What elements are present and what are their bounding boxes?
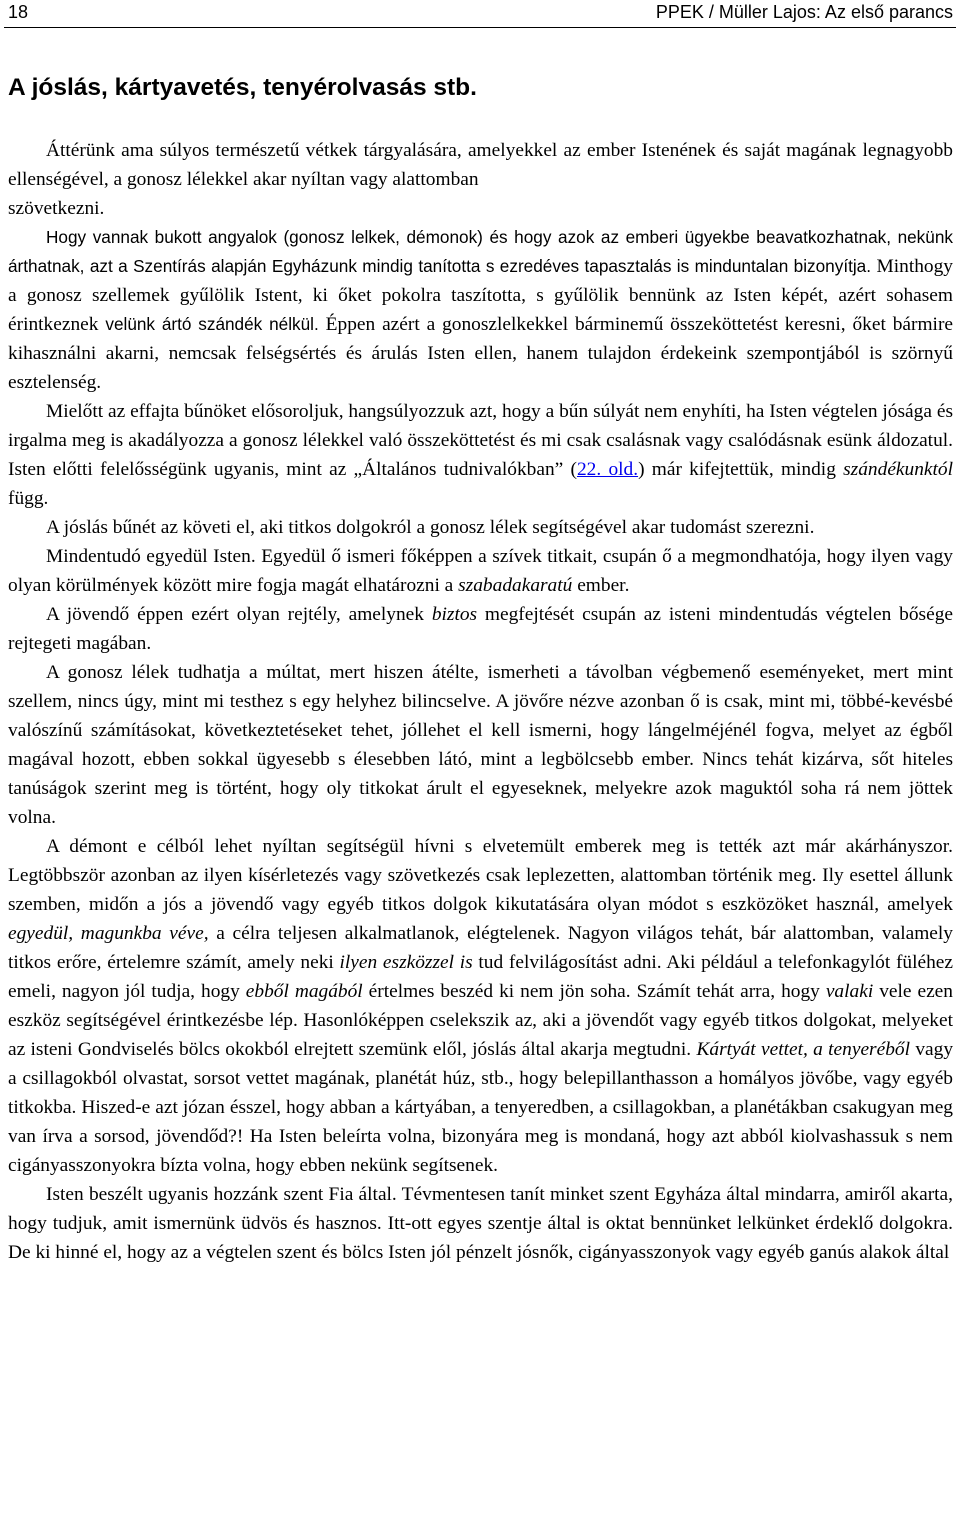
header-divider [4, 27, 956, 28]
paragraph-1: Áttérünk ama súlyos természetű vétkek tárgyalására, amelyekkel az ember Istenének és saját magának legnagyobb ellenségével, a gonosz lélekkel akar nyíltan vagy alattomban [8, 140, 953, 190]
paragraph-5: Mindentudó egyedül Isten. Egyedül ő ismeri főképpen a szívek titkait, csupán ő a megmondhatója, hogy ilyen vagy olyan körülmények között mire fogja magát elhatározni a szabadakaratú ember. [8, 546, 953, 596]
page-header [0, 0, 960, 26]
paragraph-9: Isten beszélt ugyanis hozzánk szent Fia által. Tévmentesen tanít minket szent Egyháza által mindarra, amiről akarta, hogy tudjuk, amit ismernünk üdvös és hasznos. Itt-ott egyes szentje által is oktat bennünket lelkünket érdeklő dolgokra. De ki hinné el, hogy az a végtelen szent és bölcs Isten jól pénzelt jósnők, cigányasszonyok vagy egyéb ganús alakok által [8, 1184, 953, 1263]
paragraph-6: A jövendő éppen ezért olyan rejtély, amelynek biztos megfejtését csupán az isteni mindentudás végtelen bősége rejtegeti magában. [8, 604, 953, 654]
paragraph-4: A jóslás bűnét az követi el, aki titkos dolgokról a gonosz lélek segítségével akar tudomást szerezni. [46, 517, 815, 538]
paragraph-1-tail: szövetkezni. [8, 198, 105, 219]
page-reference-link[interactable]: 22. old. [576, 459, 639, 480]
paragraph-8: A démont e célból lehet nyíltan segítségül hívni s elvetemült emberek meg is tették azt már akárhányszor. Legtöbbször azonban az ilyen kísérletezés vagy szövetkezés csak leplezetten, alattomban történik meg. Ily esettel állunk szemben, midőn a jós a jövendő vagy egyéb titkos dolgok kikutatására olyan módot s eszközöket használ, amelyek egyedül, magunkba véve, a célra teljesen alkalmatlanok, elégtelenek. Nagyon világos tehát, bár alattomban, valamely titkos erőre, értelemre számít, amely neki ilyen eszközzel is tud felvilágosítást adni. Aki például a telefonkagylót füléhez emeli, nagyon jól tudja, hogy ebből magából értelmes beszéd ki nem jön soha. Számít tehát arra, hogy valaki vele ezen eszköz segítségével érintkezésbe lép. Hasonlóképpen cselekszik az, aki a jövendőt vagy egyéb titkos dolgokat, melyeket az isteni Gondviselés bölcs okokból elrejtett szemünk elől, jóslás által akarja megtudni. Kártyát vettet, a tenyeréből vagy a csillagokból olvastat, sorsot vettet magának, planétát húz, stb., hogy belepillanthasson a homályos jövőbe, vagy egyéb titkokba. Hiszed-e azt józan ésszel, hogy abban a kártyában, a tenyeredben, a csillagokban, a planétákban csakugyan meg van írva a sorsod, jövendőd?! Ha Isten beleírta volna, bizonyára meg is mondaná, hogy azt abból kiolvashassuk s nem cigányasszonyokra bízta volna, hogy ebben nekünk segítsenek. [8, 836, 954, 1176]
document-body [8, 136, 953, 1267]
section-title: A jóslás, kártyavetés, tenyérolvasás stb. [8, 74, 477, 101]
document-source: PPEK / Müller Lajos: Az első parancs [655, 2, 953, 22]
page-number: 18 [8, 2, 29, 22]
paragraph-7: A gonosz lélek tudhatja a múltat, mert hiszen átélte, ismerheti a távolban végbemenő eseményeket, mert mint szellem, nincs úgy, mint mi testhez s egy helyhez bilincselve. A jövőre nézve azonban ő is csak, mint mi, többé-kevésbé valószínű számításokat, következtetéseket tehet, jóllehet el kell ismerni, hogy lángelméjénél fogva, melyet az égből magával hozott, ebben sokkal ügyesebb s élesebben látó, mint a legbölcsebb ember. Nincs tehát kizárva, sőt hiteles tanúságok szerint meg is történt, hogy oly titkokat árult el egyeseknek, melyekre azok maguktól soha rá nem jöttek volna. [8, 662, 953, 828]
paragraph-2: Hogy vannak bukott angyalok (gonosz lelkek, démonok) és hogy azok az emberi ügyekbe beavatkozhatnak, nekünk árthatnak, azt a Szentírás alapján Egyházunk mindig tanította s ezredéves tapasztalás is minduntalan bizonyítja. Minthogy a gonosz szellemek gyűlölik Istent, ki őket pokolra taszította, s gyűlölik bennünk az Isten képét, azért sohasem érintkeznek velünk ártó szándék nélkül. Éppen azért a gonoszlelkekkel bárminemű összeköttetést keresni, őket bármire kihasználni akarni, nemcsak felségsértés és árulás Isten ellen, hanem tulajdon érdekeink szempontjából is szörnyű esztelenség. [8, 227, 954, 393]
paragraph-3: Mielőtt az effajta bűnöket elősoroljuk, hangsúlyozzuk azt, hogy a bűn súlyát nem enyhíti, ha Isten végtelen jósága és irgalma meg is akadályozza a gonosz lélekkel való összeköttetést és mi csak csalásnak vagy csalódásnak esünk áldozatul. Isten előtti felelősségünk ugyanis, mint az „Általános tudnivalókban” (22. old.) már kifejtettük, mindig szándékunktól függ. [8, 401, 953, 509]
